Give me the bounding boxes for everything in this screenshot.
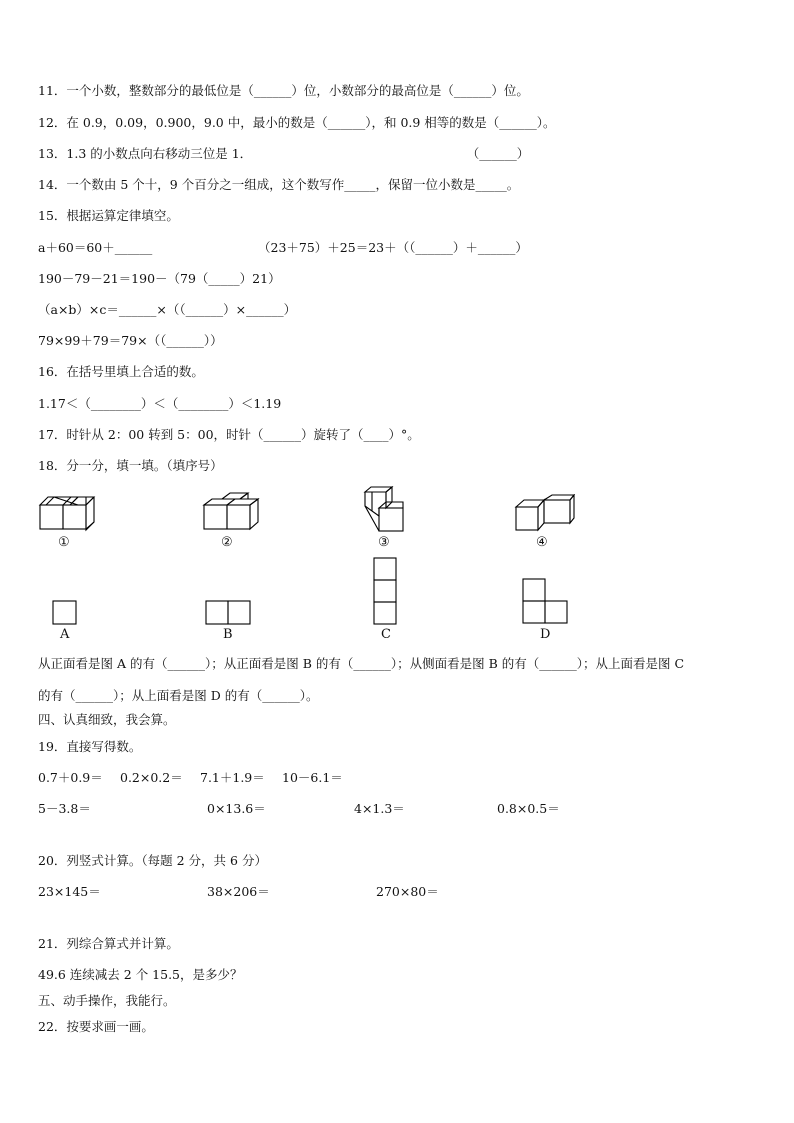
section-4-heading: 四、认真细致，我会算。 [38, 712, 176, 727]
view-label-a: A [60, 627, 70, 642]
view-label-d: D [540, 627, 551, 642]
calc-item: 0×13.6＝ [207, 801, 266, 816]
calc-item: 4×1.3＝ [354, 801, 405, 816]
solid-figure-3 [362, 486, 412, 538]
view-figure-c [373, 557, 399, 631]
calc-item: 0.7＋0.9＝ [38, 770, 103, 785]
question-18-text-1: 从正面看是图 A 的有（______）；从正面看是图 B 的有（______）；从侧面看是图 B 的有（______）；从上面看是图 C [38, 656, 685, 671]
question-17: 17．时针从 2：00 转到 5：00，时针（______）旋转了（____）°。 [38, 427, 420, 442]
question-11: 11．一个小数，整数部分的最低位是（______）位，小数部分的最高位是（______）位。 [38, 83, 529, 98]
question-16-a: 1.17＜（________）＜（________）＜1.19 [38, 396, 282, 411]
question-22-title: 22．按要求画一画。 [38, 1019, 154, 1034]
calc-item: 0.2×0.2＝ [120, 770, 183, 785]
question-15-d: （a×b）×c＝______×（（______）×______） [38, 302, 297, 317]
question-18-text-2: 的有（______）；从上面看是图 D 的有（______）。 [38, 688, 319, 703]
question-13: 13．1.3 的小数点向右移动三位是 1． （______） [38, 146, 530, 161]
calc-item: 5－3.8＝ [38, 801, 91, 816]
question-21-text: 49.6 连续减去 2 个 15.5，是多少？ [38, 967, 243, 982]
solid-label-4: ④ [536, 535, 548, 550]
question-15-title: 15．根据运算定律填空。 [38, 208, 179, 223]
question-16-title: 16．在括号里填上合适的数。 [38, 364, 204, 379]
calc-item: 38×206＝ [207, 884, 270, 899]
question-15-e: 79×99＋79＝79×（（______）） [38, 333, 223, 348]
question-15-c: 190－79－21＝190－（79（_____）21） [38, 271, 281, 286]
calc-item: 10－6.1＝ [282, 770, 343, 785]
view-figure-b [205, 600, 253, 630]
view-label-b: B [223, 627, 233, 642]
calc-item: 7.1＋1.9＝ [200, 770, 265, 785]
question-12: 12．在 0.9，0.09，0.900，9.0 中，最小的数是（______），和 0.9 相等的数是（______）。 [38, 115, 556, 130]
question-15-b: （23＋75）＋25＝23＋（（______）＋______） [258, 240, 528, 255]
view-figure-a [52, 600, 78, 630]
solid-label-2: ② [221, 535, 233, 550]
solid-label-1: ① [58, 535, 70, 550]
solid-figure-1 [38, 492, 98, 538]
question-14: 14．一个数由 5 个十，9 个百分之一组成，这个数写作_____，保留一位小数是_____。 [38, 177, 520, 192]
solid-figure-2 [202, 492, 262, 538]
question-15-a: a＋60＝60＋______ [38, 240, 153, 255]
question-19-title: 19．直接写得数。 [38, 739, 142, 754]
calc-item: 0.8×0.5＝ [497, 801, 560, 816]
question-18-title: 18．分一分，填一填。（填序号） [38, 458, 223, 473]
question-21-title: 21．列综合算式并计算。 [38, 936, 179, 951]
solid-figure-4 [514, 494, 576, 538]
view-label-c: C [381, 627, 391, 642]
calc-item: 270×80＝ [376, 884, 439, 899]
view-figure-d [522, 578, 570, 630]
question-20-title: 20．列竖式计算。（每题 2 分，共 6 分） [38, 853, 267, 868]
calc-item: 23×145＝ [38, 884, 101, 899]
section-5-heading: 五、动手操作，我能行。 [38, 993, 176, 1008]
solid-label-3: ③ [378, 535, 390, 550]
